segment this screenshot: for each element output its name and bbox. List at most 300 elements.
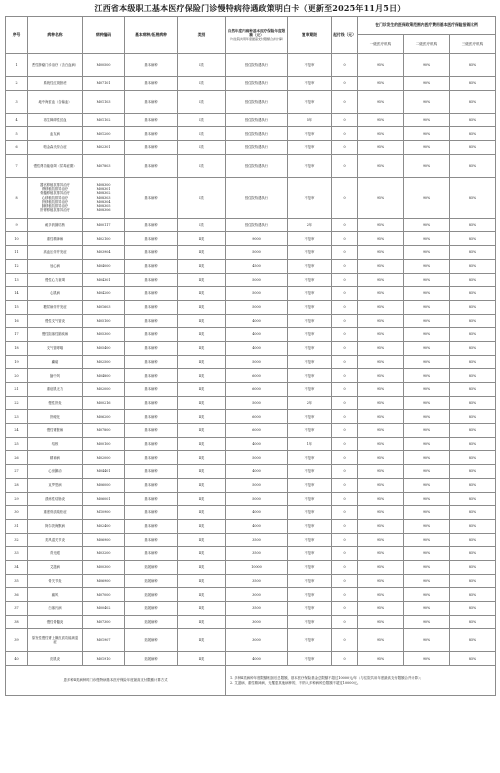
table-row: [6, 478, 496, 492]
row-ratio-level2: 90%: [404, 328, 450, 342]
row-class: Ⅱ类: [178, 424, 226, 438]
row-ratio-level3: 85%: [450, 355, 496, 369]
row-deductible: 0: [332, 424, 358, 438]
row-seq: 23: [6, 410, 28, 424]
row-name: 重性精神病: [28, 232, 83, 246]
row-review: 不复审: [288, 287, 332, 301]
row-category: 基本病种: [125, 246, 178, 260]
row-ratio-level1: 95%: [358, 273, 404, 287]
row-ratio-level3: 85%: [450, 232, 496, 246]
table-row: [6, 300, 496, 314]
row-code: M01103: [83, 90, 125, 113]
table-row: [6, 465, 496, 479]
row-ratio-level3: 85%: [450, 506, 496, 520]
row-ratio-level3: 85%: [450, 341, 496, 355]
row-name: 阿尔茨海默病: [28, 519, 83, 533]
row-code: M05300: [83, 328, 125, 342]
row-class: Ⅱ类: [178, 533, 226, 547]
row-seq: 40: [6, 652, 28, 666]
row-ratio-level2: 90%: [404, 54, 450, 77]
row-ratio-level2: 90%: [404, 369, 450, 383]
row-category: 基本病种: [125, 492, 178, 506]
row-seq: 7: [6, 154, 28, 177]
row-code: M02400: [83, 519, 125, 533]
row-limit: 按住院待遇执行: [226, 218, 288, 232]
row-seq: 11: [6, 246, 28, 260]
row-review: 5年: [288, 113, 332, 127]
row-name: 青光眼: [28, 547, 83, 561]
row-review: 不复审: [288, 77, 332, 91]
row-ratio-level2: 90%: [404, 154, 450, 177]
row-ratio-level3: 85%: [450, 652, 496, 666]
row-name: 重度骨质疏松症: [28, 506, 83, 520]
row-ratio-level3: 85%: [450, 410, 496, 424]
row-review: 不复审: [288, 90, 332, 113]
row-ratio-level1: 95%: [358, 602, 404, 616]
row-deductible: 0: [332, 259, 358, 273]
row-limit: 4000: [226, 437, 288, 451]
row-ratio-level1: 95%: [358, 506, 404, 520]
table-row: [6, 396, 496, 410]
row-limit: 6000: [226, 410, 288, 424]
row-limit: 按住院待遇执行: [226, 127, 288, 141]
row-ratio-level2: 90%: [404, 574, 450, 588]
row-name: 再生障碍性贫血: [28, 113, 83, 127]
row-limit: 4000: [226, 506, 288, 520]
row-review: 不复审: [288, 314, 332, 328]
row-code: M05100: [83, 314, 125, 328]
row-review: 不复审: [288, 492, 332, 506]
row-deductible: 0: [332, 141, 358, 155]
row-seq: 4: [6, 113, 28, 127]
row-deductible: 0: [332, 410, 358, 424]
row-ratio-level2: 90%: [404, 437, 450, 451]
row-class: Ⅱ类: [178, 492, 226, 506]
row-code: M07800: [83, 424, 125, 438]
row-name: 系统性红斑狼疮: [28, 77, 83, 91]
row-class: Ⅱ类: [178, 588, 226, 602]
row-code: M01910: [83, 652, 125, 666]
row-ratio-level3: 85%: [450, 300, 496, 314]
row-code-line: M08303: [96, 195, 111, 200]
row-ratio-level3: 85%: [450, 519, 496, 533]
row-seq: 28: [6, 478, 28, 492]
row-ratio-level2: 90%: [404, 492, 450, 506]
row-seq: 19: [6, 355, 28, 369]
row-ratio-level3: 85%: [450, 259, 496, 273]
row-code: M06900: [83, 574, 125, 588]
row-ratio-level2: 90%: [404, 341, 450, 355]
row-deductible: 0: [332, 273, 358, 287]
row-deductible: 0: [332, 396, 358, 410]
row-deductible: 0: [332, 127, 358, 141]
row-category: 拓展病种: [125, 602, 178, 616]
row-review: 不复审: [288, 547, 332, 561]
row-ratio-level3: 85%: [450, 492, 496, 506]
row-code: M05400: [83, 341, 125, 355]
row-ratio-level3: 85%: [450, 127, 496, 141]
row-class: Ⅱ类: [178, 232, 226, 246]
header-code: 病种编码: [83, 17, 125, 54]
row-seq: 15: [6, 300, 28, 314]
row-code: M04401: [83, 465, 125, 479]
row-code-line: M08300: [96, 183, 111, 188]
row-category: 基本病种: [125, 177, 178, 218]
table-row: [6, 141, 496, 155]
row-class: Ⅱ类: [178, 287, 226, 301]
row-class: Ⅱ类: [178, 519, 226, 533]
row-name: 癫痫: [28, 355, 83, 369]
footer-right: [226, 666, 496, 696]
row-code: M00100: [83, 437, 125, 451]
row-class: Ⅱ类: [178, 506, 226, 520]
row-category: 拓展病种: [125, 560, 178, 574]
row-category: 基本病种: [125, 314, 178, 328]
row-seq: 17: [6, 328, 28, 342]
row-class: Ⅱ类: [178, 369, 226, 383]
header-name: 病种名称: [28, 17, 83, 54]
row-review: 不复审: [288, 127, 332, 141]
row-category: 基本病种: [125, 547, 178, 561]
table-row: [6, 177, 496, 218]
row-ratio-level1: 95%: [358, 314, 404, 328]
table-row: [6, 383, 496, 397]
row-code: M01102: [83, 113, 125, 127]
row-ratio-level3: 85%: [450, 424, 496, 438]
row-limit: 5000: [226, 396, 288, 410]
row-ratio-level3: 85%: [450, 451, 496, 465]
row-limit: 4500: [226, 259, 288, 273]
row-code: M01907: [83, 629, 125, 652]
row-ratio-level3: 85%: [450, 574, 496, 588]
row-review: 不复审: [288, 588, 332, 602]
row-ratio-level1: 95%: [358, 437, 404, 451]
row-limit: 6000: [226, 383, 288, 397]
row-limit: 5000: [226, 355, 288, 369]
table-row: [6, 410, 496, 424]
row-ratio-level2: 90%: [404, 602, 450, 616]
row-deductible: 0: [332, 652, 358, 666]
row-seq: 24: [6, 424, 28, 438]
row-code: M04000: [83, 259, 125, 273]
row-ratio-level1: 95%: [358, 246, 404, 260]
row-ratio-level3: 85%: [450, 154, 496, 177]
row-review: 不复审: [288, 177, 332, 218]
row-limit: 4000: [226, 465, 288, 479]
row-seq: 20: [6, 369, 28, 383]
row-ratio-level3: 85%: [450, 328, 496, 342]
row-category: 基本病种: [125, 383, 178, 397]
row-name-line: 骨髓移植抗排异治疗: [40, 191, 70, 196]
table-row: [6, 615, 496, 629]
row-category: 基本病种: [125, 410, 178, 424]
row-review: 不复审: [288, 355, 332, 369]
row-ratio-level1: 95%: [358, 383, 404, 397]
row-ratio-level2: 90%: [404, 259, 450, 273]
row-ratio-level2: 90%: [404, 246, 450, 260]
row-code-line: M08306: [96, 208, 111, 213]
row-class: Ⅱ类: [178, 396, 226, 410]
row-name: 慢性心力衰竭: [28, 273, 83, 287]
row-limit: 3500: [226, 574, 288, 588]
row-review: 不复审: [288, 369, 332, 383]
row-ratio-level2: 90%: [404, 478, 450, 492]
table-row: [6, 287, 496, 301]
row-deductible: 0: [332, 383, 358, 397]
row-ratio-level3: 85%: [450, 615, 496, 629]
row-ratio-level1: 95%: [358, 355, 404, 369]
row-class: Ⅱ类: [178, 478, 226, 492]
row-review: 不复审: [288, 154, 332, 177]
row-category: 基本病种: [125, 341, 178, 355]
row-ratio-level3: 85%: [450, 273, 496, 287]
row-category: 基本病种: [125, 451, 178, 465]
row-name-line: 肾移植抗排异治疗: [41, 187, 69, 192]
row-ratio-level3: 85%: [450, 437, 496, 451]
row-code: M06000: [83, 478, 125, 492]
row-ratio-level3: 85%: [450, 141, 496, 155]
row-name: 糖尿病伴并发症: [28, 300, 83, 314]
row-seq: 22: [6, 396, 28, 410]
table-row: [6, 492, 496, 506]
row-ratio-level2: 90%: [404, 615, 450, 629]
row-review: 不复审: [288, 574, 332, 588]
row-name: 结核: [28, 437, 83, 451]
row-ratio-level1: 95%: [358, 369, 404, 383]
row-ratio-level1: 95%: [358, 492, 404, 506]
row-ratio-level2: 90%: [404, 113, 450, 127]
row-class: Ⅰ类: [178, 177, 226, 218]
row-seq: 3: [6, 90, 28, 113]
row-ratio-level2: 90%: [404, 451, 450, 465]
header-limit: [226, 17, 288, 54]
row-ratio-level2: 90%: [404, 652, 450, 666]
row-limit: 按住院待遇执行: [226, 77, 288, 91]
row-review: 不复审: [288, 615, 332, 629]
row-class: Ⅱ类: [178, 615, 226, 629]
row-deductible: 0: [332, 547, 358, 561]
row-name: 精神病: [28, 451, 83, 465]
row-class: Ⅰ类: [178, 113, 226, 127]
row-code: M02000: [83, 451, 125, 465]
page-title: 江西省本级职工基本医疗保险门诊慢特病待遇政策明白卡（更新至2025年11月5日）: [94, 3, 406, 13]
table-row: [6, 232, 496, 246]
row-limit: 按住院待遇执行: [226, 113, 288, 127]
table-row: [6, 154, 496, 177]
row-limit: 按住院待遇执行: [226, 177, 288, 218]
row-seq: 1: [6, 54, 28, 77]
row-ratio-level2: 90%: [404, 465, 450, 479]
row-category: 拓展病种: [125, 652, 178, 666]
row-name: 皮肌炎: [28, 652, 83, 666]
row-class: Ⅱ类: [178, 437, 226, 451]
row-ratio-level1: 95%: [358, 328, 404, 342]
row-name: 高血压伴并发症: [28, 246, 83, 260]
row-ratio-level3: 85%: [450, 629, 496, 652]
row-name: 骨关节炎: [28, 574, 83, 588]
row-deductible: 0: [332, 451, 358, 465]
row-category: 拓展病种: [125, 629, 178, 652]
row-ratio-level1: 95%: [358, 177, 404, 218]
table-row: [6, 424, 496, 438]
row-ratio-level1: 95%: [358, 259, 404, 273]
row-ratio-level3: 85%: [450, 314, 496, 328]
row-class: Ⅱ类: [178, 341, 226, 355]
row-class: Ⅱ类: [178, 602, 226, 616]
row-category: 基本病种: [125, 396, 178, 410]
row-limit: 5000: [226, 451, 288, 465]
row-ratio-level2: 90%: [404, 547, 450, 561]
row-category: 基本病种: [125, 506, 178, 520]
row-deductible: 0: [332, 519, 358, 533]
row-ratio-level3: 85%: [450, 177, 496, 218]
row-code: M04800: [83, 369, 125, 383]
row-review: 不复审: [288, 451, 332, 465]
footer-left: 患多种Ⅱ类病种时门诊慢特病基本医疗保险年度最高支付限额计算方式: [6, 666, 226, 696]
row-deductible: 0: [332, 629, 358, 652]
header-seq: 序号: [6, 17, 28, 54]
row-deductible: 0: [332, 218, 358, 232]
footer-note-2: 2. 艾滋病、重性精神病，无罹患其他病种的，不纳入多种病种总限额不超过10000元。: [230, 680, 361, 685]
row-limit: 按住院待遇执行: [226, 154, 288, 177]
row-ratio-level2: 90%: [404, 424, 450, 438]
row-category: 拓展病种: [125, 588, 178, 602]
row-code: M06900: [83, 533, 125, 547]
row-name: 溃疡性结肠炎: [28, 492, 83, 506]
row-seq: 13: [6, 273, 28, 287]
row-review: 不复审: [288, 465, 332, 479]
row-review: 不复审: [288, 300, 332, 314]
row-ratio-level1: 95%: [358, 287, 404, 301]
row-deductible: 0: [332, 588, 358, 602]
row-category: 基本病种: [125, 141, 178, 155]
table-row: [6, 77, 496, 91]
row-deductible: 0: [332, 54, 358, 77]
table-row: [6, 341, 496, 355]
row-class: Ⅰ类: [178, 127, 226, 141]
row-ratio-level3: 85%: [450, 465, 496, 479]
row-seq: 32: [6, 533, 28, 547]
row-category: 基本病种: [125, 424, 178, 438]
row-name: 心肌病: [28, 287, 83, 301]
row-code: M07300: [83, 615, 125, 629]
row-category: 基本病种: [125, 54, 178, 77]
row-category: 基本病种: [125, 287, 178, 301]
row-deductible: 0: [332, 355, 358, 369]
row-name: 帕金森氏综合症: [28, 141, 83, 155]
row-category: 基本病种: [125, 369, 178, 383]
row-review: 2年: [288, 396, 332, 410]
row-name: 地中海贫血（含输血）: [28, 90, 83, 113]
row-review: 不复审: [288, 560, 332, 574]
header-category: 基本病种/拓展病种: [125, 17, 178, 54]
row-ratio-level1: 95%: [358, 90, 404, 113]
row-ratio-level1: 95%: [358, 588, 404, 602]
row-deductible: 0: [332, 90, 358, 113]
row-class: Ⅰ类: [178, 90, 226, 113]
row-deductible: 0: [332, 246, 358, 260]
row-seq: 14: [6, 287, 28, 301]
row-ratio-level3: 85%: [450, 90, 496, 113]
row-ratio-level2: 90%: [404, 300, 450, 314]
row-limit: 3000: [226, 615, 288, 629]
header-limit-note: （与住院共用年度最高支付限额合并计算）: [227, 36, 285, 41]
row-category: 基本病种: [125, 328, 178, 342]
row-seq: 39: [6, 629, 28, 652]
row-ratio-level1: 95%: [358, 560, 404, 574]
row-limit: 6000: [226, 369, 288, 383]
row-class: Ⅱ类: [178, 560, 226, 574]
table-row: [6, 437, 496, 451]
row-ratio-level2: 90%: [404, 314, 450, 328]
row-review: 1年: [288, 437, 332, 451]
row-code: M04200: [83, 287, 125, 301]
header-review: 复审期限: [288, 17, 332, 54]
row-ratio-level3: 85%: [450, 560, 496, 574]
table-row: [6, 314, 496, 328]
footer-note-1: 1. 多种Ⅱ类病种年度限额相加后总限额，基本医疗保险基金总限额不超过10000元/年（与住院共用年度最高支付限额合并计算）；: [230, 675, 424, 680]
row-code-line: M08305: [96, 204, 111, 209]
row-seq: 33: [6, 547, 28, 561]
row-class: Ⅱ类: [178, 410, 226, 424]
row-category: 基本病种: [125, 113, 178, 127]
row-limit: 5000: [226, 246, 288, 260]
row-review: 不复审: [288, 383, 332, 397]
row-ratio-level3: 85%: [450, 287, 496, 301]
header-limit-main: 自然年度内病种基本医疗保险年度限额（元）: [227, 28, 286, 38]
table-row: [6, 451, 496, 465]
row-ratio-level2: 90%: [404, 560, 450, 574]
row-seq: 16: [6, 314, 28, 328]
row-name: 慢性支气管炎: [28, 314, 83, 328]
row-limit: 3000: [226, 588, 288, 602]
row-ratio-level1: 95%: [358, 533, 404, 547]
table-body: [6, 54, 496, 666]
row-ratio-level3: 85%: [450, 602, 496, 616]
row-review: 不复审: [288, 141, 332, 155]
table-row: [6, 259, 496, 273]
row-ratio-level2: 90%: [404, 519, 450, 533]
row-limit: 3500: [226, 602, 288, 616]
table-row: [6, 652, 496, 666]
row-code: M04301: [83, 273, 125, 287]
row-deductible: 0: [332, 533, 358, 547]
header-deductible: 起付线（元）: [332, 17, 358, 54]
row-name: 重症肌无力: [28, 383, 83, 397]
row-ratio-level1: 95%: [358, 478, 404, 492]
row-code: M02000: [83, 383, 125, 397]
row-class: Ⅱ类: [178, 465, 226, 479]
row-seq: 25: [6, 437, 28, 451]
row-review: 不复审: [288, 652, 332, 666]
row-category: 基本病种: [125, 519, 178, 533]
row-ratio-level1: 95%: [358, 341, 404, 355]
table-row: [6, 547, 496, 561]
row-deductible: 0: [332, 506, 358, 520]
row-deductible: 0: [332, 574, 358, 588]
row-ratio-level1: 95%: [358, 154, 404, 177]
row-category: 基本病种: [125, 218, 178, 232]
row-category: 基本病种: [125, 127, 178, 141]
row-deductible: 0: [332, 602, 358, 616]
row-review: 不复审: [288, 54, 332, 77]
row-code: M07101: [83, 77, 125, 91]
row-limit: 5000: [226, 273, 288, 287]
row-class: Ⅱ类: [178, 328, 226, 342]
row-review: 不复审: [288, 629, 332, 652]
row-ratio-level3: 85%: [450, 77, 496, 91]
row-class: Ⅱ类: [178, 547, 226, 561]
